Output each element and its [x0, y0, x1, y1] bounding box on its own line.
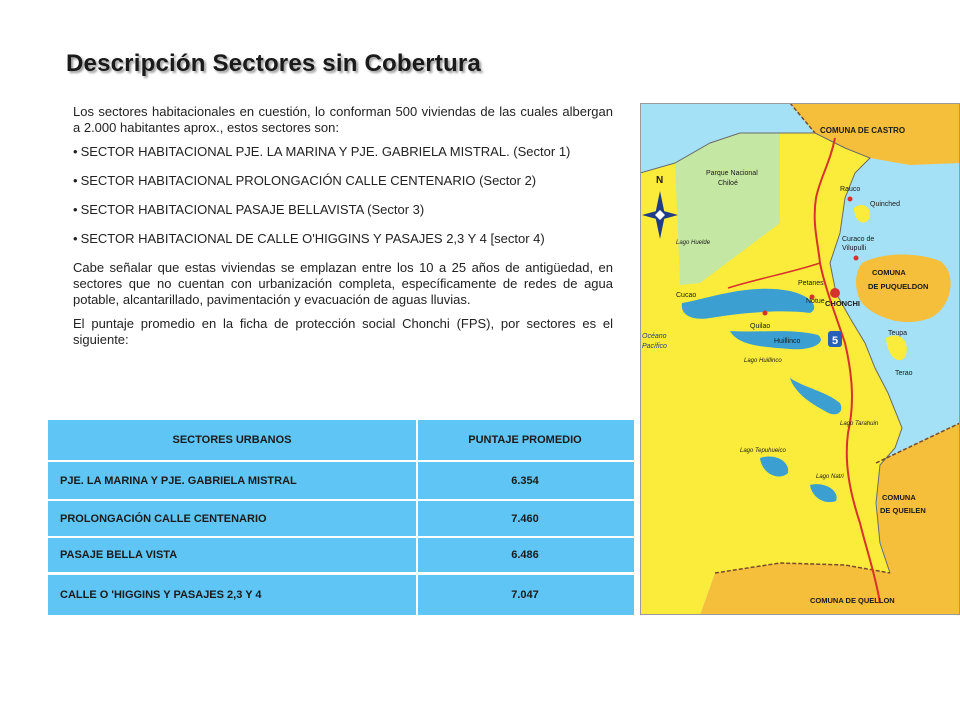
- table-row: [48, 462, 634, 499]
- score-paragraph: El puntaje promedio en la ficha de protección social Chonchi (FPS), por sectores es el siguiente:: [73, 316, 613, 347]
- comuna-castro-label: COMUNA DE CASTRO: [820, 126, 906, 135]
- comuna-quellon-label: COMUNA DE QUELLON: [810, 596, 895, 605]
- table-header: [48, 420, 634, 460]
- list-item: • SECTOR HABITACIONAL PJE. LA MARINA Y PJE. GABRIELA MISTRAL. (Sector 1): [73, 144, 571, 159]
- sector-cell: PJE. LA MARINA Y PJE. GABRIELA MISTRAL: [60, 474, 297, 487]
- sector-list: [73, 144, 613, 247]
- town-label-terao: Terao: [895, 370, 913, 377]
- town-marker: [854, 256, 859, 261]
- lake-label: Lago Huillinco: [744, 358, 782, 364]
- town-label-curaco: Curaco de: [842, 236, 875, 243]
- list-item: • SECTOR HABITACIONAL PASAJE BELLAVISTA (Sector 3): [73, 202, 425, 217]
- comuna-puqueldon-label: COMUNA: [872, 268, 906, 277]
- list-item: • SECTOR HABITACIONAL DE CALLE O'HIGGINS Y PASAJES 2,3 Y 4 [sector 4): [73, 231, 545, 246]
- route-number: 5: [831, 335, 839, 347]
- table-row: [48, 501, 634, 536]
- town-label-petanes: Petanes: [798, 280, 824, 287]
- lake-label: Lago Natri: [816, 474, 844, 480]
- sector-cell: CALLE O 'HIGGINS Y PASAJES 2,3 Y 4: [60, 589, 262, 601]
- parque-label: Chiloé: [718, 180, 738, 187]
- score-cell: 7.460: [511, 512, 539, 525]
- chonchi-marker: [830, 288, 840, 298]
- comuna-queilen-label: DE QUEILEN: [880, 506, 926, 515]
- table-row: [48, 575, 634, 615]
- town-label-curaco: Vilupulli: [842, 245, 866, 252]
- header-sectores: SECTORES URBANOS: [172, 434, 292, 446]
- north-label: N: [656, 175, 664, 186]
- antiquity-paragraph: Cabe señalar que estas viviendas se emplazan entre los 10 a 25 años de antigüedad, en sectores que no cuentan con urbanización completa, específicamente de redes de agua potable, alcantarillado, pavimentación y evacuación de aguas lluvias.: [73, 260, 613, 307]
- town-label-teupa: Teupa: [888, 330, 908, 337]
- ocean-label: Pacífico: [642, 343, 667, 350]
- bullet-icon: •: [73, 231, 78, 246]
- header-puntaje: PUNTAJE PROMEDIO: [468, 434, 582, 446]
- bullet-icon: •: [73, 173, 78, 188]
- town-label-rauco: Rauco: [840, 186, 861, 193]
- score-cell: 6.354: [511, 474, 539, 487]
- page-title: Descripción Sectores sin Cobertura: [66, 50, 481, 77]
- sector-cell: PROLONGACIÓN CALLE CENTENARIO: [60, 512, 267, 525]
- parque-label: Parque Nacional: [706, 170, 758, 177]
- table-row: [48, 538, 634, 572]
- sector-cell: PASAJE BELLA VISTA: [60, 549, 178, 561]
- chonchi-label: CHONCHI: [825, 299, 860, 308]
- ocean-label: Océano: [642, 333, 667, 340]
- town-label-quilao: Quilao: [750, 323, 771, 330]
- lake-label: Lago Huelde: [676, 240, 711, 246]
- lake-label: Lago Tarahuin: [840, 421, 879, 427]
- bullet-icon: •: [73, 144, 78, 159]
- comuna-puqueldon-label: DE PUQUELDON: [868, 282, 929, 291]
- intro-paragraph: Los sectores habitacionales en cuestión, lo conforman 500 viviendas de las cuales albergan a 2.000 habitantes aprox., estos sectores son:: [73, 104, 613, 135]
- list-item: • SECTOR HABITACIONAL PROLONGACIÓN CALLE CENTENARIO (Sector 2): [73, 173, 537, 188]
- chonchi-map: [640, 103, 960, 615]
- comuna-queilen-label: COMUNA: [882, 493, 916, 502]
- score-cell: 6.486: [511, 549, 539, 561]
- town-label-quinched: Quinched: [870, 201, 900, 208]
- town-label-cucao: Cucao: [676, 292, 697, 299]
- town-label-notue: Notue: [806, 298, 825, 305]
- town-marker: [848, 197, 853, 202]
- bullet-icon: •: [73, 202, 78, 217]
- town-marker: [763, 311, 768, 316]
- score-cell: 7.047: [511, 589, 539, 601]
- body-text: [73, 104, 613, 348]
- lake-label: Lago Tepuhueico: [740, 448, 786, 454]
- town-label-huillinco: Huillinco: [774, 338, 801, 345]
